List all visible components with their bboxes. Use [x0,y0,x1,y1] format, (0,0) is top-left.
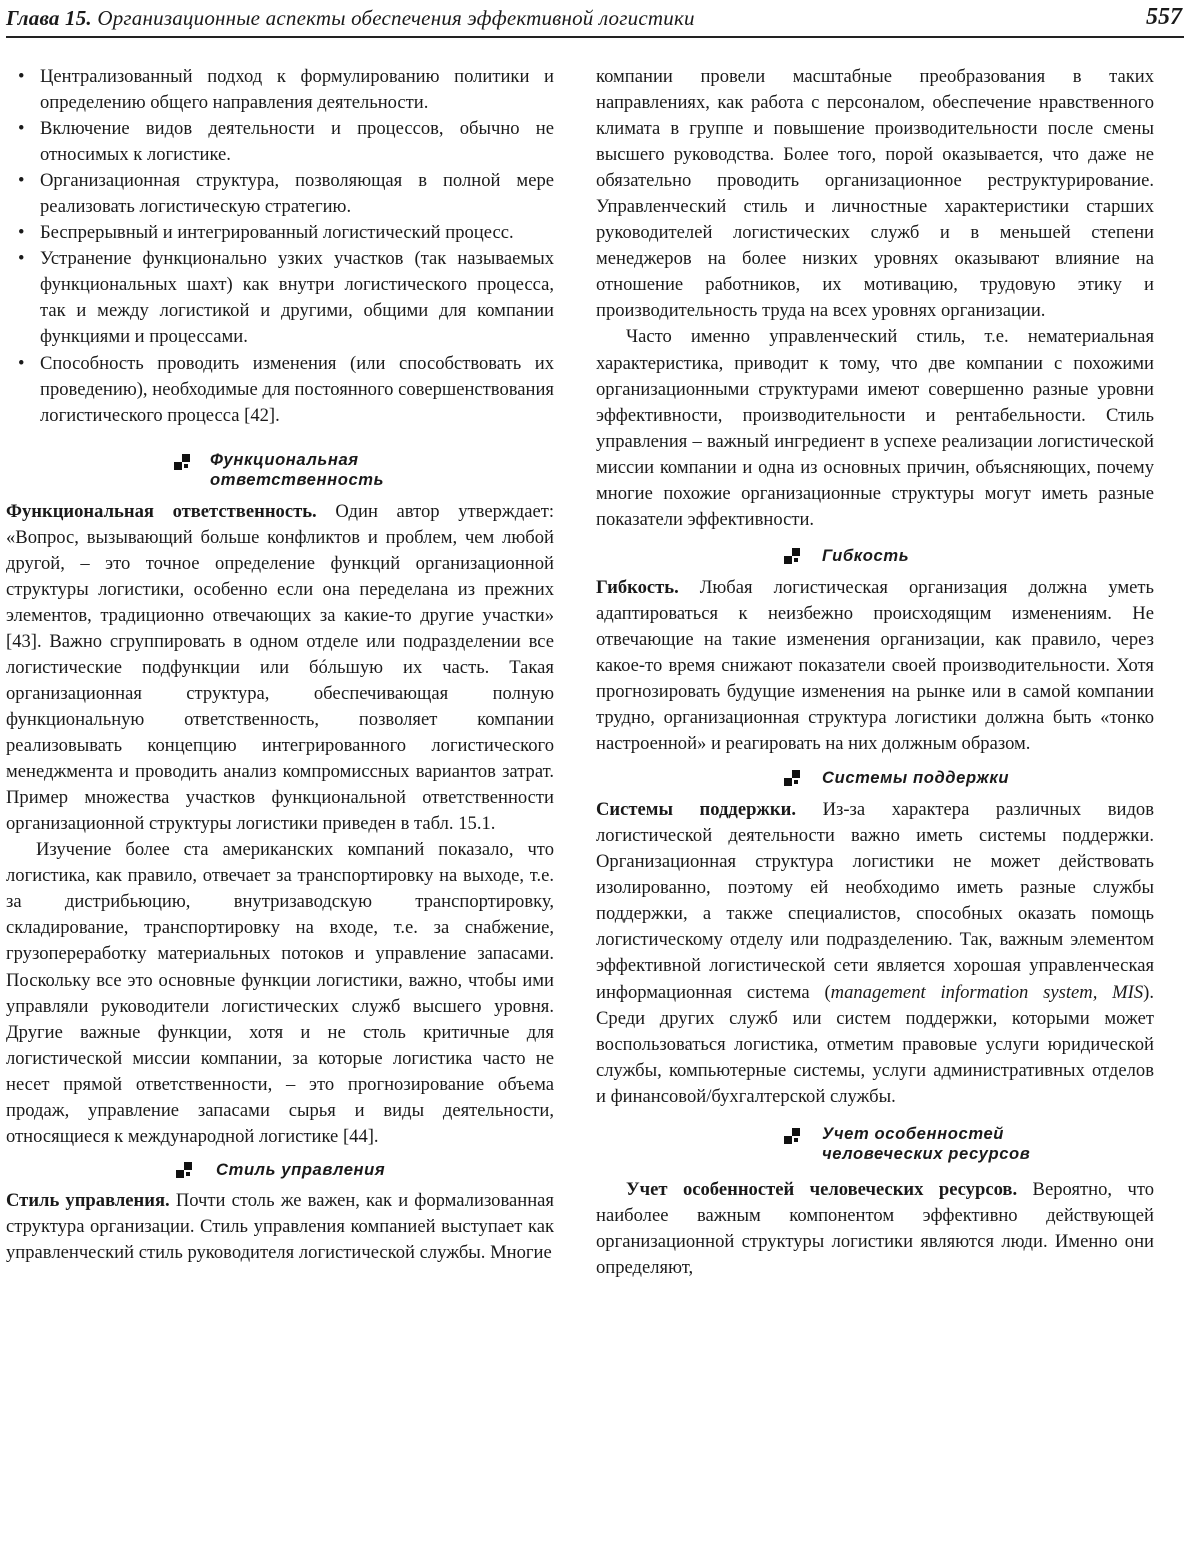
paragraph [596,575,1154,757]
paragraph-lead: Стиль управления. [6,1189,170,1211]
list-item: • Централизованный подход к формулированию политики и определению общего направления деятельности. [6,64,554,116]
section-marker-icon [784,1128,800,1144]
paragraph-text: Один автор утверждает: «Вопрос, вызывающий больше конфликтов и проблем, чем любой другой, – это точное определение функций организационной структуры логистики, особенно если она переделана из прежних элементов, традиционно отвечающих за какие-то другие участки» [43]. Важно сгруппировать в одном отделе или подразделении все логистические подфункции или бóльшую их часть. Такая организационная структура, обеспечивающая полную функциональную ответственность, позволяет компании реализовывать концепцию интегрированного логистического менеджмента и проводить анализ компромиссных вариантов затрат. Пример множества участков функциональной ответственности организационной структуры логистики приведен в табл. 15.1. [6,500,555,835]
paragraph [6,499,554,838]
paragraph-lead: Учет особенностей человеческих ресурсов. [626,1178,1018,1200]
paragraph: Часто именно управленческий стиль, т.е. нематериальная характеристика, приводит к тому, что две компании с похожими организационными структурами имеют совершенно разные уровни эффективности, производительности и рентабельности. Стиль управления – важный ингредиент в успехе реализации логистической миссии компании и одна из основных причин, объясняющих, почему многие похожие организационные структуры могут иметь разные показатели эффективности. [596,326,1154,530]
section-heading-line: Учет особенностей [822,1123,1005,1143]
section-marker-icon [784,770,800,786]
section-heading-line: Гибкость [822,545,910,565]
chapter-title: Организационные аспекты обеспечения эффективной логистики [97,6,695,30]
section-heading-line: Функциональная [210,449,359,469]
paragraph-term: management information system, MIS [830,981,1144,1003]
section-heading-line: ответственность [210,469,385,489]
section-heading-flexibility [822,546,1154,566]
section-heading-line: человеческих ресурсов [822,1143,1031,1163]
section-heading-style [216,1160,554,1180]
paragraph-text: ). Среди других служб или систем поддержки, которыми может воспользоваться логистика, отметим правовые услуги юридической службы, компьютерные системы, услуги административных отделов и финансовой/бухгалтерской службы. [596,981,1154,1107]
paragraph-lead: Системы поддержки. [596,799,796,821]
section-marker-icon [784,548,800,564]
list-item: • Устранение функционально узких участков (так называемых функциональных шахт) как внутри логистического процесса, так и между логистикой и другими, общими для компании функциями и процессами. [6,246,554,350]
list-item: • Способность проводить изменения (или способствовать их проведению), необходимые для постоянного совершенствования логистического процесса [42]. [6,351,554,429]
section-marker-icon [174,454,190,470]
section-heading-human-resources [822,1124,1154,1164]
right-column [596,64,1154,1281]
paragraph-lead: Функциональная ответственность. [6,500,317,522]
left-column [6,64,554,1266]
chapter-label: Глава 15. [6,6,92,30]
section-heading-line: Системы поддержки [822,768,1010,788]
paragraph: компании провели масштабные преобразования в таких направлениях, как работа с персоналом, обеспечение нравственного климата в группе и повышение производительности после смены высшего руководства. Более того, порой оказывается, что даже не обязательно проводить организационное реструктурирование. Управленческий стиль и личностные характеристики старших руководителей логистических служб и в меньшей степени менеджеров на более низких уровнях оказывают влияние на отношение работников, их мотивацию, трудовую этику и производительность труда на всех уровнях организации. [596,66,1154,322]
list-item: • Организационная структура, позволяющая в полной мере реализовать логистическую стратегию. [6,168,554,220]
list-item: • Включение видов деятельности и процессов, обычно не относимых к логистике. [6,116,554,168]
section-marker-icon [176,1162,192,1178]
running-header [6,4,1184,38]
running-head [6,6,695,31]
page-number: 557 [1146,4,1182,30]
list-item: • Беспрерывный и интегрированный логистический процесс. [6,220,554,246]
section-heading-line: Стиль управления [216,1159,386,1179]
section-heading-support [822,768,1154,788]
paragraph-lead: Гибкость. [596,576,679,598]
bullet-list [6,64,554,429]
paragraph: Изучение более ста американских компаний показало, что логистика, как правило, отвечает за транспортировку на выходе, т.е. за дистрибьюцию, внутризаводскую транспортировку, складирование, транспортировку на входе, т.е. за снабжение, грузопереработку материальных потоков и управление запасами. Поскольку все это основные функции логистики, важно, чтобы ими управляли руководители логистических служб высшего уровня. Другие важные функции, хотя и не столь критичные для логистической миссии компании, за которые логистика часто не несет прямой ответственности, – это прогнозирование объема продаж, управление запасами сырья и виды деятельности, относящиеся к международной логистике [44]. [6,839,554,1147]
paragraph [596,1177,1154,1281]
paragraph-text: Вероятно, что наиболее важным компонентом эффективно действующей организационной структуры логистики являются люди. Именно они определяют, [596,1178,1154,1278]
paragraph [6,1188,554,1266]
paragraph-text: Почти столь же важен, как и формализованная структура организации. Стиль управления компанией выступает как управленческий стиль руководителя логистической службы. Многие [6,1189,554,1263]
paragraph-text: Любая логистическая организация должна уметь адаптироваться к неизбежно происходящим изменениям. Не отвечающие на такие изменения организации, как правило, через какое-то время снижают показатели своей производительности. Хотя прогнозировать будущие изменения на рынке или в самой компании трудно, организационная структура логистики должна быть «тонко настроенной» и реагировать на них должным образом. [596,576,1154,755]
section-heading-functional [210,450,554,490]
paragraph [596,797,1154,1110]
paragraph-text: Из-за характера различных видов логистической деятельности важно иметь системы поддержки. Организационная структура логистики не может действовать изолированно, поэтому ей необходимо иметь разные службы поддержки, а также специалистов, способных оказать помощь логистическому отделу или подразделению. Так, важным элементом эффективной логистической сети является хорошая управленческая информационная система ( [596,799,1154,1003]
